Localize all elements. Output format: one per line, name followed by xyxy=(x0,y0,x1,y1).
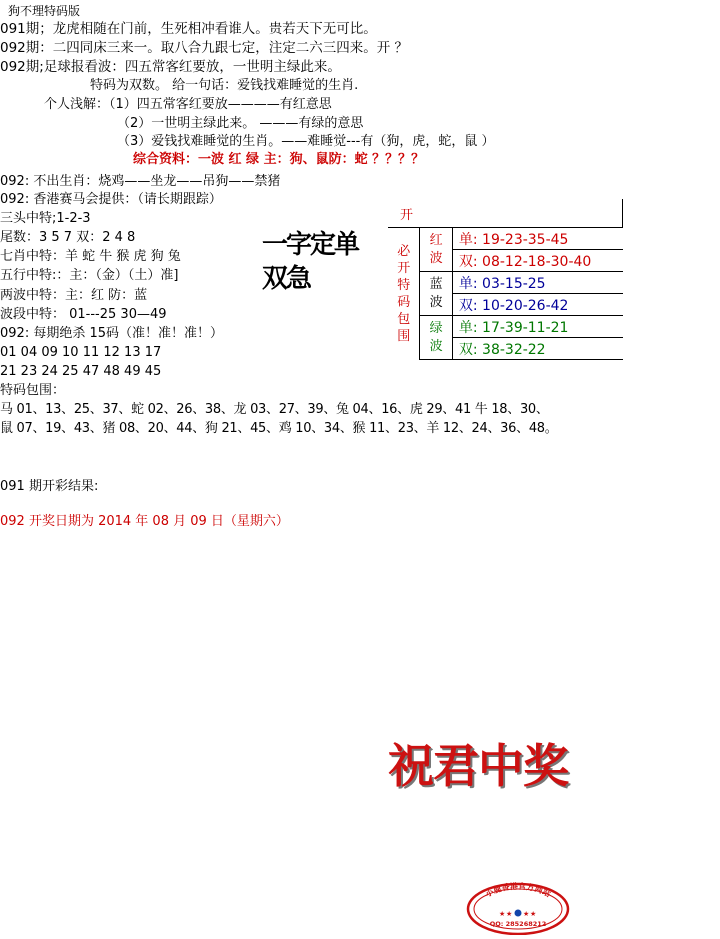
line-zodiac-numbers-2: 鼠 07、19、43、猪 08、20、44、狗 21、45、鸡 10、34、猴 11、23、羊 12、24、36、48。 xyxy=(0,421,558,436)
line-tail-numbers: 尾数：3 5 7 双：2 4 8 xyxy=(0,230,136,245)
line-kill-15: 092: 每期绝杀 15码（准！准！准！） xyxy=(0,326,223,341)
blue-single-label: 单: xyxy=(458,275,478,292)
side-label: 必开特码包围 xyxy=(388,228,420,360)
line-explain-2: （2）一世明主绿此来。 ———有绿的意思 xyxy=(117,116,364,131)
line-three-heads: 三头中特;1-2-3 xyxy=(0,211,91,226)
line-hint: 特码为双数。 给一句话：爱钱找难睡觉的生肖. xyxy=(90,78,359,93)
red-single-label: 单: xyxy=(458,231,478,248)
stamp-bottom-text: QQ: 285268212 xyxy=(489,920,547,928)
line-091-result: 091 期开彩结果: xyxy=(0,479,99,494)
line-summary: 综合资料：一波 红 绿 主：狗、鼠防：蛇 ？？？？ xyxy=(133,152,425,167)
wave-name-blue: 蓝波 xyxy=(420,272,452,316)
line-five-elements: 五行中特:：主：（金）（土）准] xyxy=(0,268,179,283)
line-no-zodiac: 092: 不出生肖：烧鸡——坐龙——吊狗——禁猪 xyxy=(0,174,281,189)
line-kill-numbers-1: 01 04 09 10 11 12 13 17 xyxy=(0,345,162,360)
line-seven-zodiac: 七肖中特：羊 蛇 牛 猴 虎 狗 兔 xyxy=(0,249,181,264)
wave-name-red: 红波 xyxy=(420,228,452,272)
table-header: 开 xyxy=(388,199,623,228)
red-single-numbers: 19-23-35-45 xyxy=(482,231,569,248)
line-091-riddle: 091期；龙虎相随在门前，生死相冲看谁人。贵若天下无可比。 xyxy=(0,21,377,37)
line-zodiac-numbers-1: 马 01、13、25、37、蛇 02、26、38、龙 03、27、39、兔 04、16、虎 29、41 牛 18、30、 xyxy=(0,402,549,417)
line-two-waves: 两波中特：主：红 防：蓝 xyxy=(0,288,148,303)
blue-double-numbers: 10-20-26-42 xyxy=(482,297,569,314)
wave-name-green: 绿波 xyxy=(420,316,452,360)
blue-single-numbers: 03-15-25 xyxy=(482,275,546,292)
red-double-numbers: 08-12-18-30-40 xyxy=(482,253,592,270)
line-special-surround: 特码包围： xyxy=(0,383,66,398)
line-092-date: 092 开奖日期为 2014 年 08 月 09 日（星期六） xyxy=(0,514,289,529)
line-jockey-club: 092: 香港赛马会提供：（请长期跟踪） xyxy=(0,192,222,207)
svg-text:★: ★ xyxy=(530,910,537,918)
red-single-row xyxy=(452,228,622,250)
green-double-label: 双: xyxy=(458,341,478,358)
stamp-top-text: 小鹿香港官方网站 xyxy=(483,881,553,899)
green-double-row xyxy=(452,338,622,360)
red-double-label: 双: xyxy=(458,253,478,270)
blue-double-row xyxy=(452,294,622,316)
page-title: 狗不理特码版 xyxy=(8,4,81,18)
line-wave-segment: 波段中特： 01---25 30—49 xyxy=(0,307,167,322)
green-double-numbers: 38-32-22 xyxy=(482,341,546,358)
blessing-text: 祝君中奖 xyxy=(388,739,568,793)
svg-text:★: ★ xyxy=(506,910,513,918)
blue-single-row xyxy=(452,272,622,294)
calligraphy-text: 一字定单双急 xyxy=(262,230,359,294)
line-kill-numbers-2: 21 23 24 25 47 48 49 45 xyxy=(0,364,162,379)
line-092-riddle: 092期：二四同床三来一。取八合九跟七定，注定二六三四来。开 ？ xyxy=(0,40,409,56)
line-explain-3: （3）爱钱找难睡觉的生肖。——难睡觉---有（狗，虎，蛇，鼠 ） xyxy=(117,134,495,149)
line-explain-1: 个人浅解：（1）四五常客红要放————有红意思 xyxy=(44,97,332,112)
green-single-numbers: 17-39-11-21 xyxy=(482,319,569,336)
line-092-football: 092期;足球报看波：四五常客红要放，一世明主绿此来。 xyxy=(0,59,341,75)
green-single-label: 单: xyxy=(458,319,478,336)
blue-double-label: 双: xyxy=(458,297,478,314)
red-double-row xyxy=(452,250,622,272)
svg-text:★: ★ xyxy=(523,910,530,918)
website-stamp-logo xyxy=(466,881,570,939)
svg-text:★: ★ xyxy=(499,910,506,918)
special-number-table xyxy=(388,199,623,360)
green-single-row xyxy=(452,316,622,338)
